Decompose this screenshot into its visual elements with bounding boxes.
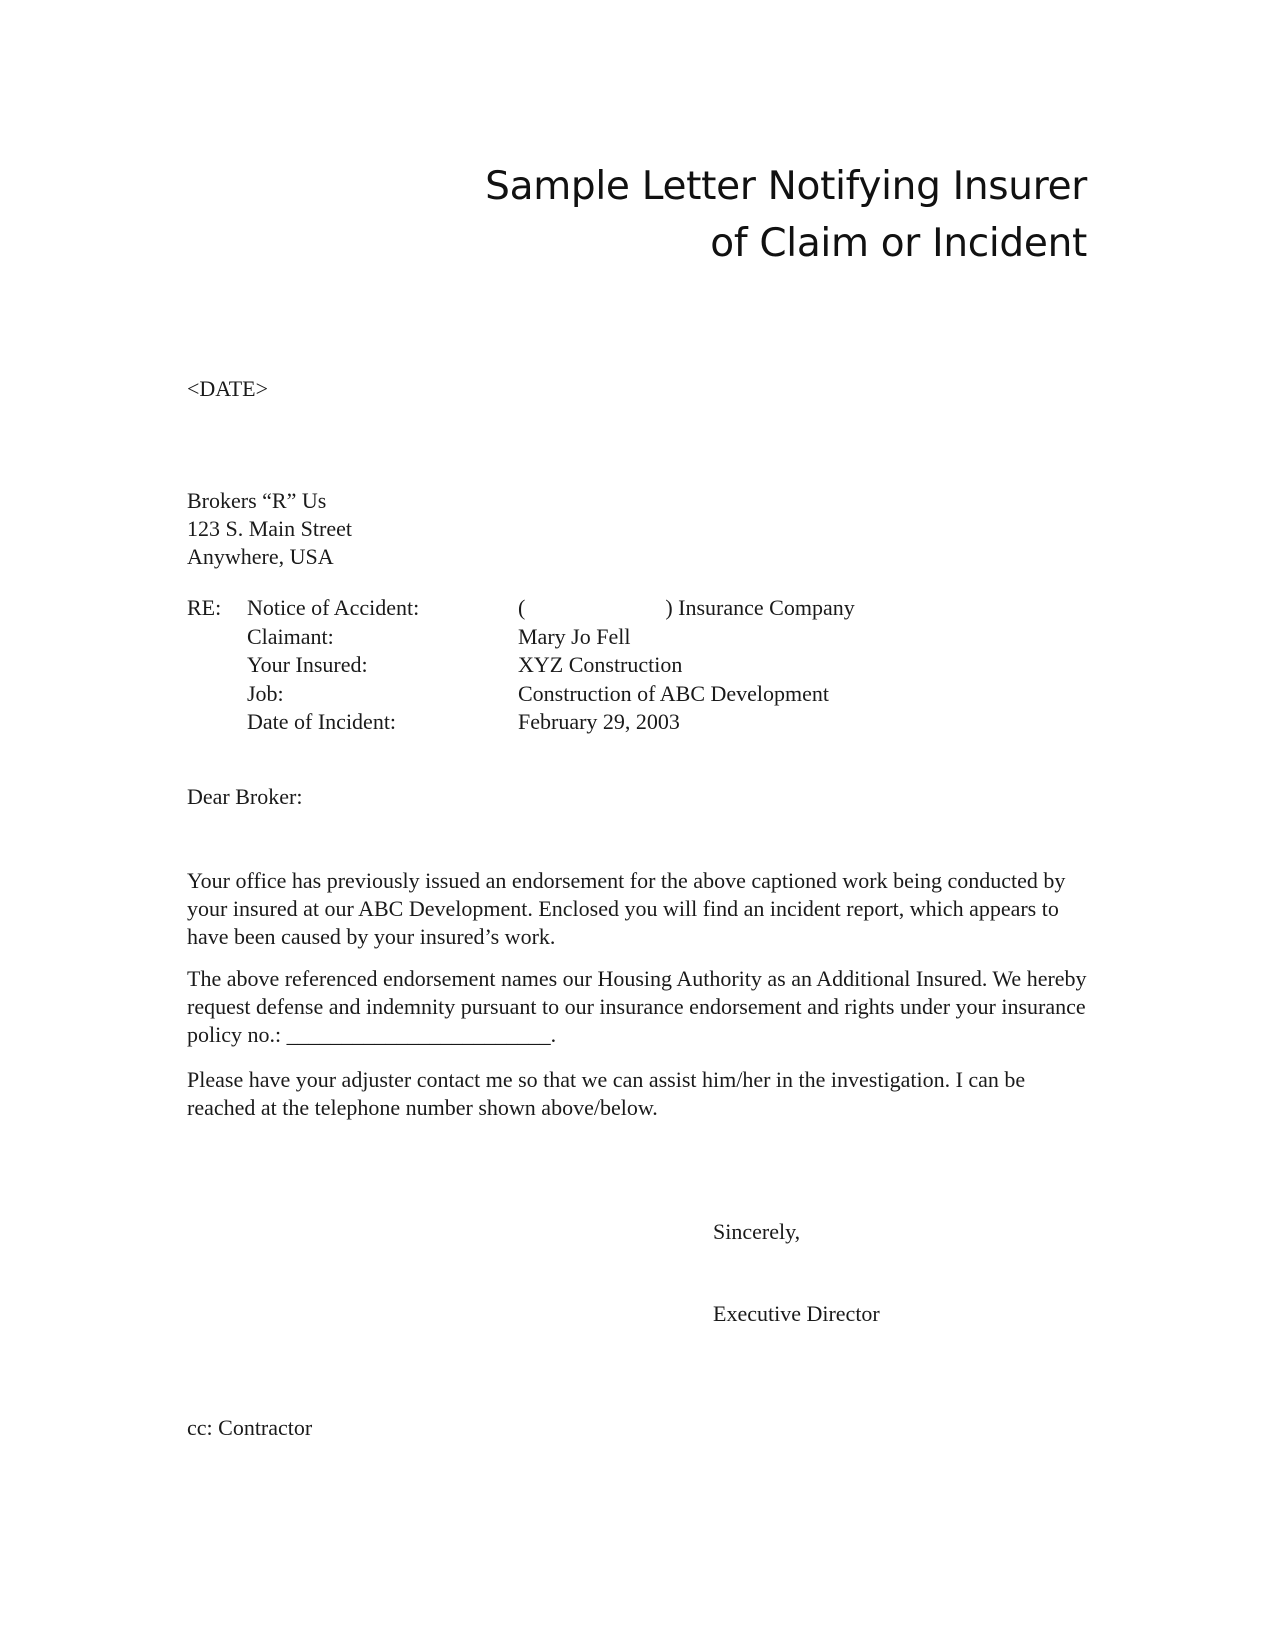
recipient-address: [187, 487, 352, 571]
re-row: [187, 623, 855, 652]
re-field-label: Your Insured:: [247, 652, 368, 677]
re-row: [187, 708, 855, 737]
re-field-value: Construction of ABC Development: [518, 680, 830, 706]
re-paren-close: ) Insurance Company: [665, 595, 855, 620]
re-field-label: Job:: [247, 680, 284, 706]
re-field-value: [518, 594, 855, 623]
re-field-label: Notice of Accident:: [247, 595, 420, 620]
re-field-value: Mary Jo Fell: [518, 623, 631, 649]
re-label: RE:: [187, 595, 222, 620]
recipient-name: Brokers “R” Us: [187, 488, 327, 513]
title-line-1: Sample Letter Notifying Insurer: [485, 164, 1087, 209]
re-field-value: XYZ Construction: [518, 652, 683, 677]
letter-title: [485, 158, 1087, 272]
re-block: [187, 594, 855, 737]
date-placeholder: <DATE>: [187, 376, 269, 401]
re-row: [187, 680, 855, 709]
body-paragraph-3: Please have your adjuster contact me so that we can assist him/her in the investigation. I can be reached at the telephone number shown above/below.: [187, 1067, 1026, 1120]
body-paragraph-2: The above referenced endorsement names our Housing Authority as an Additional Insured. We hereby request defense and indemnity pursuant to our insurance endorsement and rights under your insurance policy no.: ________________________.: [187, 966, 1087, 1047]
re-field-label: Claimant:: [247, 623, 334, 649]
body-paragraph-1: Your office has previously issued an endorsement for the above captioned work being conducted by your insured at our ABC Development. Enclosed you will find an incident report, which appears to have been caused by your insured’s work.: [187, 868, 1066, 949]
greeting: Dear Broker:: [187, 784, 303, 809]
closing: Sincerely,: [713, 1219, 801, 1244]
title-line-2: of Claim or Incident: [710, 221, 1087, 266]
re-field-value: February 29, 2003: [518, 709, 680, 734]
re-row: [187, 594, 855, 623]
re-row: [187, 651, 855, 680]
cc-line: cc: Contractor: [187, 1415, 313, 1440]
recipient-city: Anywhere, USA: [187, 544, 334, 569]
signer-title: Executive Director: [713, 1301, 880, 1326]
re-field-label: Date of Incident:: [247, 709, 397, 734]
recipient-street: 123 S. Main Street: [187, 516, 352, 541]
re-paren-open: (: [518, 595, 526, 620]
